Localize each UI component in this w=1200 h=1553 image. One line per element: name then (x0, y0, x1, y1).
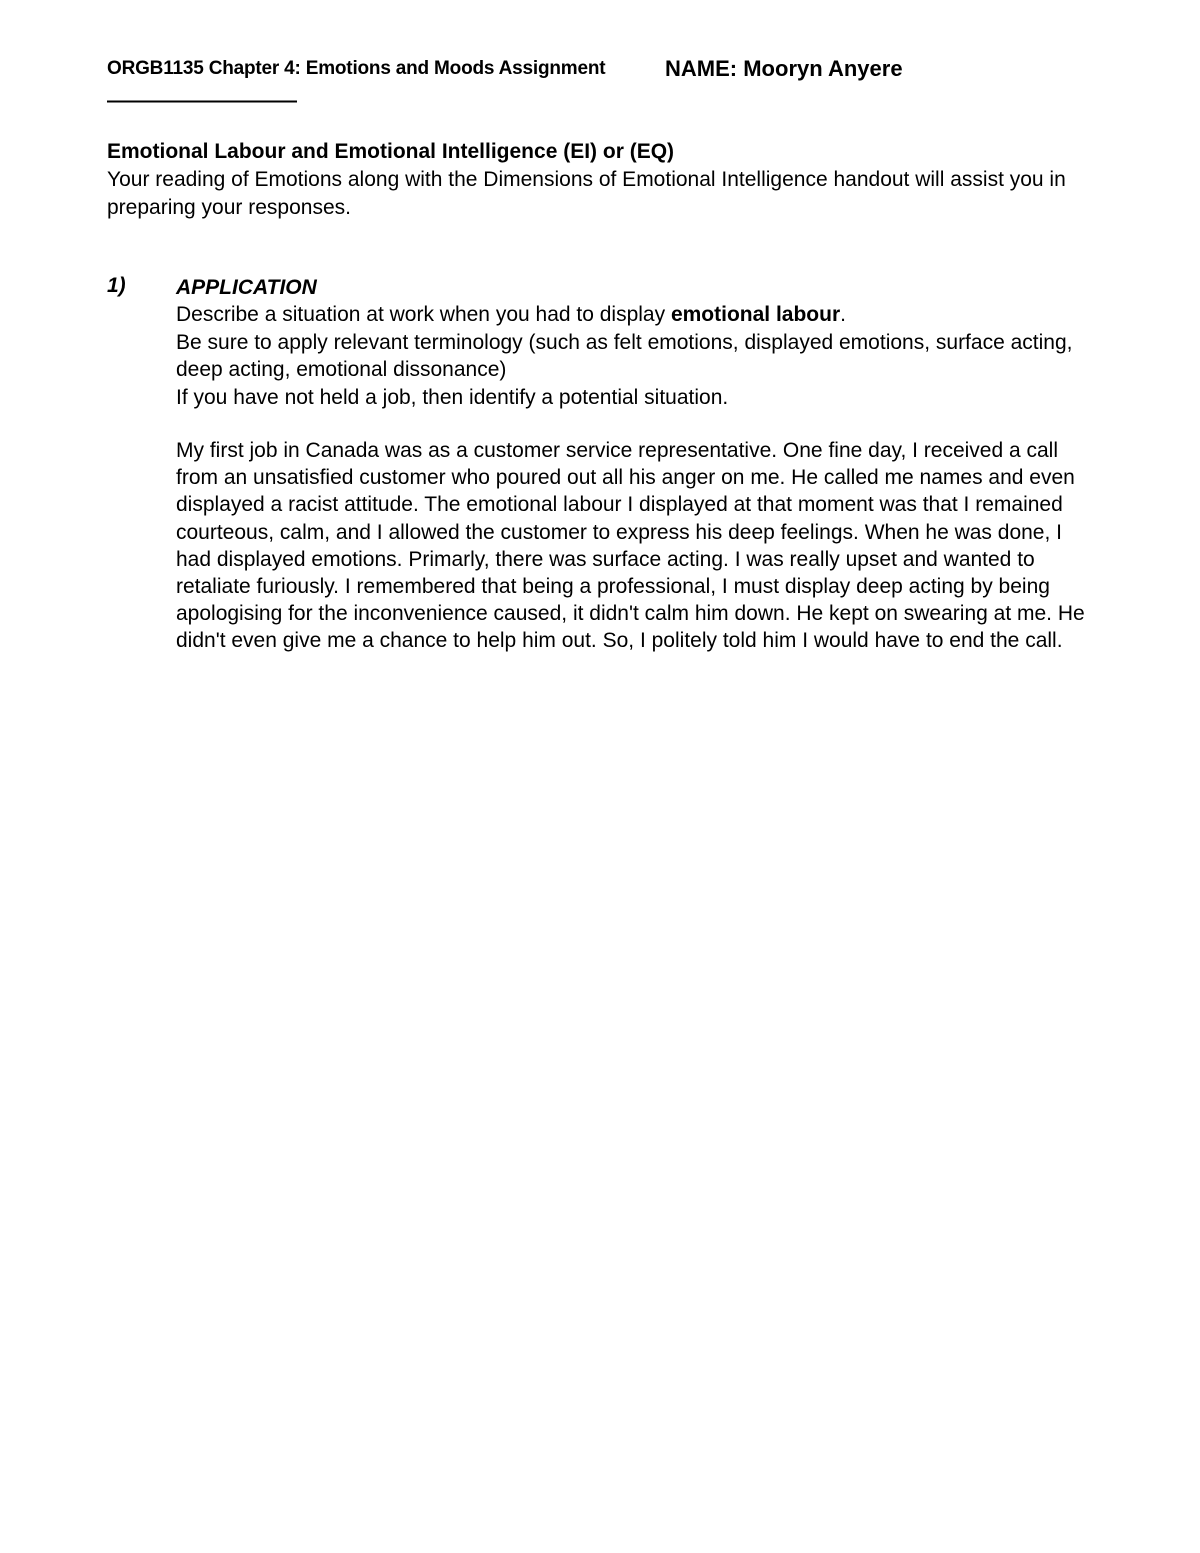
question-prompt-terminology: Be sure to apply relevant terminology (such as felt emotions, displayed emotions, surface acting, deep acting, emotional dissonance) (176, 330, 1073, 381)
question-1 (176, 274, 1096, 655)
course-title: ORGB1135 Chapter 4: Emotions and Moods Assignment (107, 58, 606, 79)
question-prompt-alternative: If you have not held a job, then identify a potential situation. (176, 385, 729, 409)
question-prompt (176, 301, 1096, 329)
section-intro: Your reading of Emotions along with the Dimensions of Emotional Intelligence handout will assist you in preparing your responses. (107, 168, 1066, 219)
document-header (107, 56, 903, 81)
prompt-text: Describe a situation at work when you had to display (176, 303, 671, 326)
name-value: Mooryn Anyere (743, 56, 903, 81)
name-label: NAME: (665, 56, 738, 81)
section-title: Emotional Labour and Emotional Intelligence (EI) or (EQ) (107, 140, 675, 163)
answer-text: My first job in Canada was as a customer service representative. One fine day, I received a call from an unsatisfied customer who poured out all his anger on me. He called me names and even displayed a racist attitude. The emotional labour I displayed at that moment was that I remained courteous, calm, and I allowed the customer to express his deep feelings. When he was done, I had displayed emotions. Primarly, there was surface acting. I was really upset and wanted to retaliate furiously. I remembered that being a professional, I must display deep acting by being apologising for the inconvenience caused, it didn't calm him down. He kept on swearing at me. He didn't even give me a chance to help him out. So, I politely told him I would have to end the call. (176, 439, 1085, 653)
question-number: 1) (107, 274, 126, 297)
prompt-bold-term: emotional labour (670, 303, 841, 326)
question-heading: APPLICATION (176, 276, 317, 299)
student-name (665, 56, 903, 82)
prompt-punctuation: . (840, 303, 846, 326)
header-rule: ——————————— (107, 92, 294, 110)
